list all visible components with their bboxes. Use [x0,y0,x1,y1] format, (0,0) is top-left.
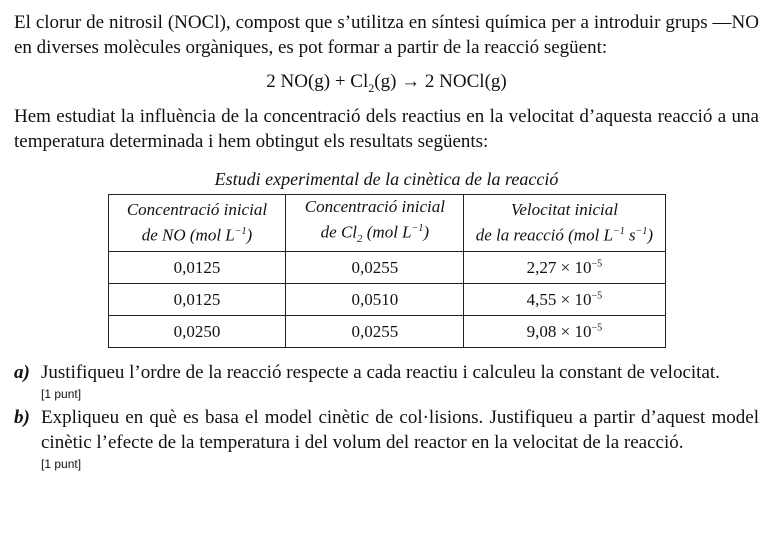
header-sup: −1 [234,226,247,238]
equation-subscript: 2 [368,80,375,95]
cell-rate [464,316,665,348]
header-units: (mol L [362,222,412,242]
cell-no: 0,0125 [108,252,286,284]
rate-exponent: −5 [591,257,603,269]
header-line1: Concentració inicial [304,196,445,216]
header-sup: −1 [635,226,648,238]
header-cl2-concentration [286,195,464,252]
rate-times: × 10 [560,257,592,277]
equation-left-state: (g) [374,71,397,92]
intro-paragraph: El clorur de nitrosil (NOCl), compost que s’utilitza en síntesi química per a introduir grups ―NO en diverses molècules orgàniques, es pot formar a partir de la reacció següent: [14,12,759,58]
question-a [14,360,759,403]
header-line2: de Cl [320,222,358,242]
header-close: ) [246,225,253,245]
reaction-equation [14,70,759,94]
header-close: ) [647,225,654,245]
cell-cl2: 0,0510 [286,284,464,316]
equation-right: 2 NOCl(g) [424,71,507,92]
header-sub: 2 [357,233,363,246]
table-header-row [108,195,665,252]
cell-no: 0,0250 [108,316,286,348]
cell-rate [464,284,665,316]
table-row [108,284,665,316]
header-line1: Concentració inicial [126,200,268,220]
header-line1: Velocitat inicial [510,200,618,220]
question-text: Expliqueu en què es basa el model cinètic de col·lisions. Justifiqueu a partir d’aquest model cinètic l’efecte de la temperatura i del volum del reactor en la velocitat de la reacció. [41,407,759,453]
rate-mantissa: 2,27 [526,257,557,277]
rate-mantissa: 4,55 [526,289,557,309]
question-points: [1 punt] [41,457,82,471]
cell-rate [464,252,665,284]
header-sup: −1 [613,226,625,238]
header-initial-rate [464,195,665,252]
question-b [14,405,759,473]
header-line2: de la reacció (mol L [475,225,613,245]
header-close: ) [423,222,430,242]
rate-exponent: −5 [591,321,603,333]
table-caption: Estudi experimental de la cinètica de la reacció [214,169,559,189]
question-label: b) [14,407,30,428]
rate-times: × 10 [560,321,592,341]
kinetics-table [108,194,666,348]
header-no-concentration [108,195,286,252]
cell-cl2: 0,0255 [286,316,464,348]
cell-no: 0,0125 [108,284,286,316]
question-label: a) [14,362,30,383]
header-sup: −1 [411,222,424,234]
cell-cl2: 0,0255 [286,252,464,284]
equation-arrow: → [401,71,421,92]
header-line2: de NO (mol L [141,225,235,245]
table-row [108,316,665,348]
question-body [41,405,759,473]
equation-left: 2 NO(g) + Cl [266,71,369,92]
rate-mantissa: 9,08 [526,321,557,341]
study-paragraph: Hem estudiat la influència de la concentració dels reactius en la velocitat d’aquesta reacció a una temperatura determinada i hem obtingut els resultats següents: [14,106,759,152]
table-row [108,252,665,284]
question-body [41,360,759,403]
header-units: s [624,225,636,245]
rate-exponent: −5 [591,289,603,301]
question-text: Justifiqueu l’ordre de la reacció respecte a cada reactiu i calculeu la constant de velocitat. [41,362,720,383]
question-points: [1 punt] [41,387,82,401]
rate-times: × 10 [560,289,592,309]
